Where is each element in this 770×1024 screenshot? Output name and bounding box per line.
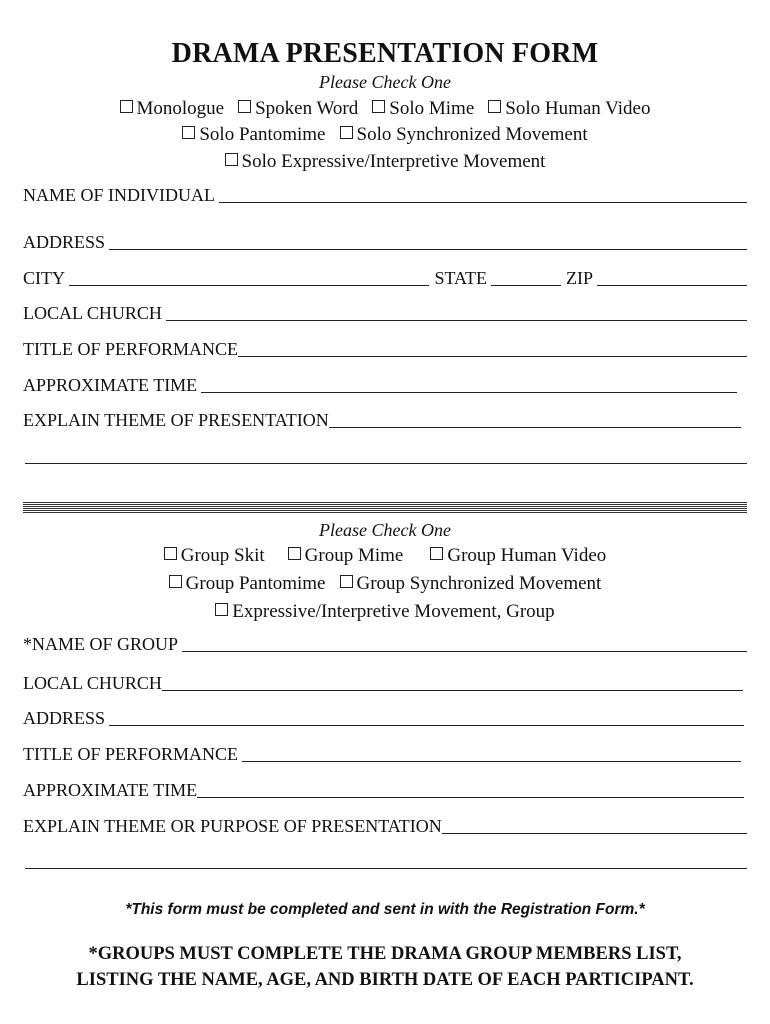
section-divider	[23, 502, 747, 514]
approximate-time-input[interactable]	[201, 391, 737, 393]
field-label: ADDRESS	[23, 232, 106, 252]
form-title: DRAMA PRESENTATION FORM	[171, 38, 599, 69]
checkbox[interactable]	[238, 100, 251, 113]
group-options-row-3	[0, 601, 770, 623]
field-label: LOCAL CHURCH	[23, 673, 162, 693]
option-group-human-video[interactable]: Group Human Video	[430, 545, 606, 567]
option-spoken-word[interactable]: Spoken Word	[238, 98, 358, 120]
group-options-row-1	[0, 545, 770, 567]
field-city-state-zip	[23, 267, 747, 291]
field-label: STATE	[434, 268, 487, 288]
option-group-pantomime[interactable]: Group Pantomime	[169, 573, 326, 595]
checkbox[interactable]	[225, 153, 238, 166]
option-solo-pantomime[interactable]: Solo Pantomime	[182, 124, 325, 146]
explain-theme-input[interactable]	[329, 426, 741, 428]
field-group-title-of-performance	[23, 743, 747, 767]
individual-options-row-3	[0, 151, 770, 173]
option-monologue[interactable]: Monologue	[120, 98, 225, 120]
checkbox[interactable]	[182, 126, 195, 139]
theme-continuation-line[interactable]	[25, 463, 747, 464]
checkbox[interactable]	[169, 575, 182, 588]
group-local-church-input[interactable]	[162, 689, 743, 691]
field-name-of-group	[23, 633, 747, 657]
name-of-group-input[interactable]	[182, 650, 747, 652]
individual-options-row-2	[0, 124, 770, 146]
address-input[interactable]	[109, 248, 747, 250]
field-local-church	[23, 302, 747, 326]
field-group-address	[23, 707, 747, 731]
group-title-of-performance-input[interactable]	[242, 760, 741, 762]
checkbox[interactable]	[430, 547, 443, 560]
individual-options-row-1	[0, 98, 770, 120]
state-input[interactable]	[491, 284, 561, 286]
local-church-input[interactable]	[166, 319, 747, 321]
field-approximate-time	[23, 374, 747, 398]
group-address-input[interactable]	[109, 724, 744, 726]
title-of-performance-input[interactable]	[238, 355, 747, 357]
field-label: TITLE OF PERFORMANCE	[23, 339, 239, 359]
city-input[interactable]	[69, 284, 429, 286]
field-label: ZIP	[566, 268, 593, 288]
field-label: NAME OF INDIVIDUAL	[23, 185, 215, 205]
checkbox[interactable]	[340, 126, 353, 139]
group-approximate-time-input[interactable]	[197, 796, 744, 798]
field-label: LOCAL CHURCH	[23, 303, 162, 323]
explain-theme-or-purpose-input[interactable]	[442, 832, 747, 834]
checkbox[interactable]	[164, 547, 177, 560]
option-group-mime[interactable]: Group Mime	[288, 545, 404, 567]
field-label: EXPLAIN THEME OF PRESENTATION	[23, 410, 329, 430]
field-group-local-church	[23, 672, 747, 696]
checkbox[interactable]	[372, 100, 385, 113]
group-check-prompt: Please Check One	[319, 520, 451, 540]
option-solo-mime[interactable]: Solo Mime	[372, 98, 474, 120]
zip-input[interactable]	[597, 284, 747, 286]
option-group-expressive-movement[interactable]: Expressive/Interpretive Movement, Group	[215, 601, 554, 623]
option-solo-expressive-movement[interactable]: Solo Expressive/Interpretive Movement	[225, 151, 546, 173]
option-solo-synchronized-movement[interactable]: Solo Synchronized Movement	[340, 124, 588, 146]
field-group-approximate-time	[23, 779, 747, 803]
checkbox[interactable]	[215, 603, 228, 616]
group-members-notice-line-2: LISTING THE NAME, AGE, AND BIRTH DATE OF EACH PARTICIPANT.	[76, 970, 694, 990]
option-group-synchronized-movement[interactable]: Group Synchronized Movement	[340, 573, 602, 595]
field-address	[23, 231, 747, 255]
field-explain-theme	[23, 409, 747, 433]
field-name-of-individual	[23, 184, 747, 208]
checkbox[interactable]	[120, 100, 133, 113]
field-title-of-performance	[23, 338, 747, 362]
option-solo-human-video[interactable]: Solo Human Video	[488, 98, 650, 120]
field-label: APPROXIMATE TIME	[23, 780, 198, 800]
group-options-row-2	[0, 573, 770, 595]
field-label: TITLE OF PERFORMANCE	[23, 744, 239, 764]
field-label: *NAME OF GROUP	[23, 634, 179, 654]
registration-note: *This form must be completed and sent in with the Registration Form.*	[125, 901, 645, 918]
field-explain-theme-or-purpose	[23, 815, 747, 839]
checkbox[interactable]	[488, 100, 501, 113]
checkbox[interactable]	[340, 575, 353, 588]
purpose-continuation-line[interactable]	[25, 868, 747, 869]
group-members-notice-line-1: *GROUPS MUST COMPLETE THE DRAMA GROUP MEMBERS LIST,	[88, 944, 682, 964]
individual-check-prompt: Please Check One	[319, 72, 451, 92]
checkbox[interactable]	[288, 547, 301, 560]
field-label: CITY	[23, 268, 65, 288]
field-label: ADDRESS	[23, 708, 106, 728]
field-label: EXPLAIN THEME OR PURPOSE OF PRESENTATION	[23, 816, 442, 836]
name-of-individual-input[interactable]	[219, 201, 747, 203]
field-label: APPROXIMATE TIME	[23, 375, 198, 395]
option-group-skit[interactable]: Group Skit	[164, 545, 265, 567]
